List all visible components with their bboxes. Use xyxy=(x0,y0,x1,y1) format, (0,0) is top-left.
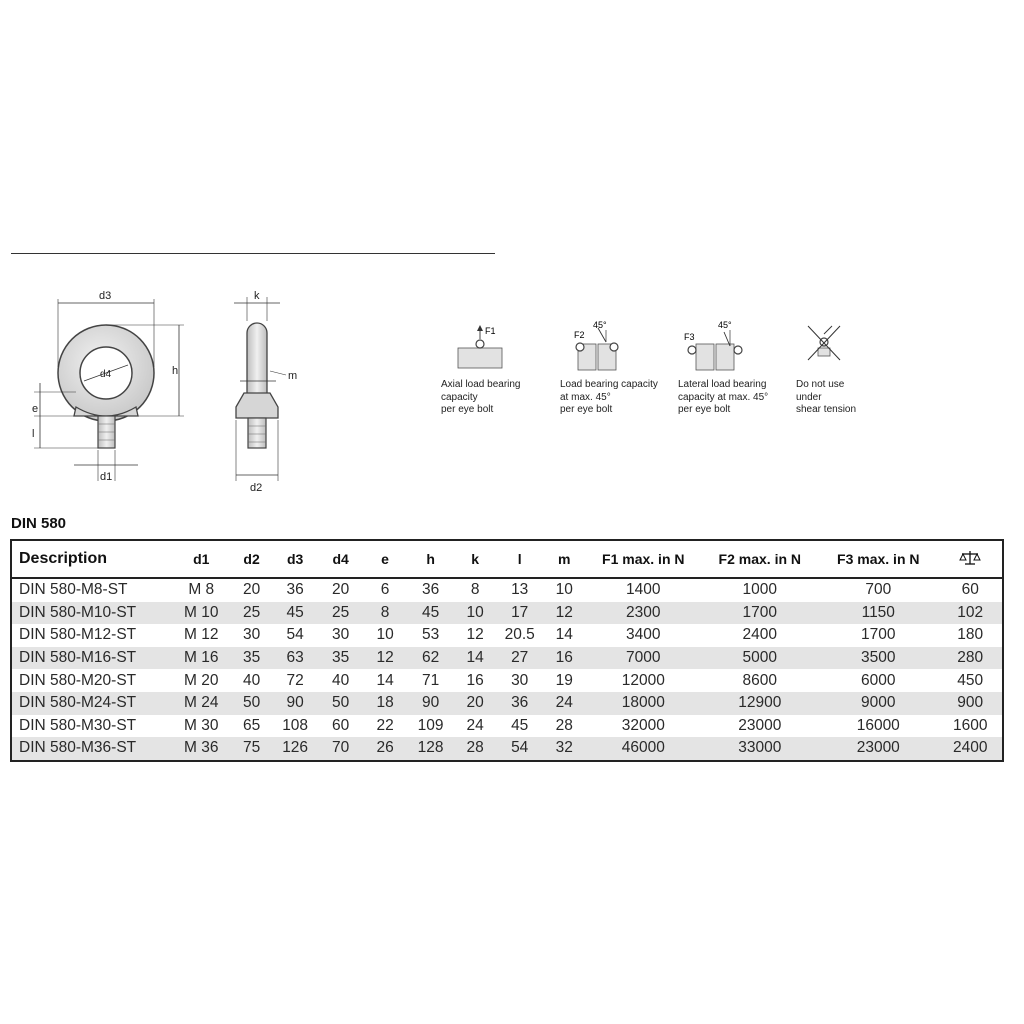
table-cell: 6 xyxy=(380,581,390,599)
table-cell: 1000 xyxy=(742,581,778,599)
table-cell: 75 xyxy=(231,737,273,761)
dim-e-label: e xyxy=(32,403,39,415)
dim-d3-label: d3 xyxy=(99,290,112,302)
col-f3: F3 max. in N xyxy=(818,540,938,578)
lateral-load-icon xyxy=(678,320,788,375)
table-cell: 18000 xyxy=(585,692,702,715)
table-cell: 45 xyxy=(272,602,318,625)
table-cell: 40 xyxy=(332,671,350,689)
col-d3: d3 xyxy=(272,540,318,578)
force-f2-label: F2 xyxy=(574,330,585,340)
table-cell: 13 xyxy=(511,581,529,599)
table-cell: 12900 xyxy=(702,692,819,715)
table-row xyxy=(11,624,1003,647)
col-weight xyxy=(938,540,1003,578)
table-cell: 50 xyxy=(318,692,363,715)
table-cell: M 20 xyxy=(184,671,219,689)
dim-k-label: k xyxy=(254,290,260,302)
table-cell: 90 xyxy=(407,692,455,715)
table-cell: 19 xyxy=(555,671,573,689)
table-cell: 22 xyxy=(376,716,394,734)
table-cell: 14 xyxy=(454,647,496,670)
table-cell: 109 xyxy=(417,716,444,734)
table-row xyxy=(11,737,1003,761)
table-cell: 8 xyxy=(470,581,480,599)
no-shear-caption: Do not use under shear tension xyxy=(796,379,857,415)
table-cell: 2400 xyxy=(742,626,778,644)
table-cell: 8600 xyxy=(742,671,778,689)
table-cell: 72 xyxy=(286,671,304,689)
table-cell: 10 xyxy=(555,581,573,599)
table-cell: 1700 xyxy=(861,626,896,644)
table-cell: 900 xyxy=(938,692,1003,715)
table-cell: 20 xyxy=(454,692,496,715)
table-cell: 53 xyxy=(421,626,440,644)
axial-load-icon xyxy=(441,320,551,375)
dim-d2-label: d2 xyxy=(250,482,263,494)
table-cell: 36 xyxy=(286,581,304,599)
table-cell: 14 xyxy=(555,626,573,644)
weight-scale-icon xyxy=(959,549,981,567)
table-header-row xyxy=(11,540,1003,578)
col-d1: d1 xyxy=(172,540,231,578)
table-cell: 12 xyxy=(544,602,586,625)
table-cell: 450 xyxy=(957,671,984,689)
table-cell: 1150 xyxy=(818,602,938,625)
table-cell: 50 xyxy=(231,692,273,715)
row-description: DIN 580-M36-ST xyxy=(11,737,172,761)
section-title: DIN 580 xyxy=(11,515,67,532)
table-cell: 8 xyxy=(363,602,406,625)
table-cell: 30 xyxy=(242,626,261,644)
row-description: DIN 580-M10-ST xyxy=(11,602,172,625)
table-cell: 25 xyxy=(318,602,363,625)
table-cell: 23000 xyxy=(738,716,782,734)
table-cell: 14 xyxy=(376,671,394,689)
force-f1-label: F1 xyxy=(485,326,496,336)
table-cell: 126 xyxy=(272,737,318,761)
spec-table xyxy=(10,539,1004,762)
table-cell: 36 xyxy=(421,581,440,599)
table-cell: 54 xyxy=(496,737,544,761)
table-cell: M 16 xyxy=(172,647,231,670)
col-description: Description xyxy=(11,540,172,578)
table-cell: M 24 xyxy=(172,692,231,715)
table-cell: 25 xyxy=(231,602,273,625)
table-cell: 54 xyxy=(286,626,304,644)
no-shear-tension-icon xyxy=(796,320,906,375)
table-cell: 1600 xyxy=(953,716,988,734)
table-cell: 12000 xyxy=(621,671,665,689)
table-cell: 1400 xyxy=(626,581,661,599)
table-cell: 27 xyxy=(496,647,544,670)
table-cell: 65 xyxy=(242,716,261,734)
table-cell: 35 xyxy=(231,647,273,670)
row-description: DIN 580-M12-ST xyxy=(19,626,137,644)
table-cell: 9000 xyxy=(818,692,938,715)
table-row xyxy=(11,715,1003,738)
table-cell: 10 xyxy=(454,602,496,625)
table-cell: 45 xyxy=(407,602,455,625)
table-cell: 3500 xyxy=(818,647,938,670)
table-row xyxy=(11,647,1003,670)
table-cell: 28 xyxy=(454,737,496,761)
dim-m-label: m xyxy=(288,370,298,382)
no-shear-icon-group xyxy=(796,320,916,417)
axial-load-icon-group xyxy=(441,320,561,417)
table-cell: 46000 xyxy=(585,737,702,761)
table-cell: 16 xyxy=(466,671,484,689)
table-cell: 20 xyxy=(332,581,350,599)
table-cell: 26 xyxy=(363,737,406,761)
dim-h-label: h xyxy=(172,365,179,377)
angled-load-caption: Load bearing capacity at max. 45° per eye bolt xyxy=(560,379,658,415)
table-body xyxy=(11,578,1003,761)
table-cell: 280 xyxy=(938,647,1003,670)
row-description: DIN 580-M30-ST xyxy=(19,716,137,734)
table-cell: 108 xyxy=(282,716,309,734)
table-cell: 30 xyxy=(511,671,529,689)
lateral-load-caption: Lateral load bearing capacity at max. 45° per eye bolt xyxy=(678,379,769,415)
table-cell: 32 xyxy=(544,737,586,761)
angled-load-icon-group xyxy=(560,320,680,417)
axial-load-caption: Axial load bearing capacity per eye bolt xyxy=(441,379,521,415)
table-cell: 17 xyxy=(496,602,544,625)
table-cell: 71 xyxy=(421,671,440,689)
col-d2: d2 xyxy=(231,540,273,578)
row-description: DIN 580-M20-ST xyxy=(19,671,137,689)
table-cell: 33000 xyxy=(702,737,819,761)
col-f2: F2 max. in N xyxy=(702,540,819,578)
table-cell: 24 xyxy=(544,692,586,715)
table-cell: 128 xyxy=(407,737,455,761)
table-cell: M 36 xyxy=(172,737,231,761)
table-cell: 60 xyxy=(961,581,979,599)
table-cell: 12 xyxy=(466,626,484,644)
table-cell: 18 xyxy=(363,692,406,715)
table-cell: 45 xyxy=(511,716,529,734)
row-description: DIN 580-M24-ST xyxy=(11,692,172,715)
table-cell: 1700 xyxy=(702,602,819,625)
table-cell: 16000 xyxy=(856,716,900,734)
angled-load-icon xyxy=(560,320,670,375)
table-cell: 28 xyxy=(555,716,573,734)
table-cell: 90 xyxy=(272,692,318,715)
table-cell: 63 xyxy=(272,647,318,670)
col-h: h xyxy=(407,540,455,578)
table-row xyxy=(11,578,1003,602)
angle-45-label: 45° xyxy=(593,320,607,330)
table-cell: 2300 xyxy=(585,602,702,625)
table-cell: 12 xyxy=(363,647,406,670)
table-cell: 36 xyxy=(496,692,544,715)
table-cell: 5000 xyxy=(702,647,819,670)
top-divider xyxy=(11,253,495,254)
table-cell: M 30 xyxy=(184,716,219,734)
table-cell: 20 xyxy=(242,581,261,599)
table-cell: 3400 xyxy=(626,626,661,644)
dim-d4-label: d4 xyxy=(100,369,112,380)
table-cell: 60 xyxy=(332,716,350,734)
table-cell: 2400 xyxy=(938,737,1003,761)
lateral-load-icon-group xyxy=(678,320,798,417)
table-row xyxy=(11,669,1003,692)
table-cell: 16 xyxy=(544,647,586,670)
col-e: e xyxy=(363,540,406,578)
eye-bolt-drawing xyxy=(14,285,304,495)
table-cell: 20.5 xyxy=(504,626,535,644)
table-cell: 102 xyxy=(938,602,1003,625)
table-cell: M 10 xyxy=(172,602,231,625)
col-d4: d4 xyxy=(318,540,363,578)
col-m: m xyxy=(544,540,586,578)
table-cell: M 8 xyxy=(188,581,215,599)
dim-l-label: l xyxy=(32,428,35,440)
table-cell: 70 xyxy=(318,737,363,761)
angle-45-label-lateral: 45° xyxy=(718,320,732,330)
table-cell: 23000 xyxy=(818,737,938,761)
table-cell: 180 xyxy=(957,626,984,644)
table-row xyxy=(11,692,1003,715)
table-cell: 10 xyxy=(376,626,394,644)
col-f1: F1 max. in N xyxy=(585,540,702,578)
table-cell: 35 xyxy=(318,647,363,670)
table-row xyxy=(11,602,1003,625)
dim-d1-label: d1 xyxy=(100,471,113,483)
col-l: l xyxy=(496,540,544,578)
row-description: DIN 580-M16-ST xyxy=(11,647,172,670)
table-cell: M 12 xyxy=(184,626,219,644)
table-cell: 7000 xyxy=(585,647,702,670)
table-cell: 30 xyxy=(332,626,350,644)
table-cell: 32000 xyxy=(621,716,665,734)
table-cell: 6000 xyxy=(861,671,896,689)
table-cell: 62 xyxy=(407,647,455,670)
table-cell: 40 xyxy=(242,671,261,689)
table-cell: 24 xyxy=(466,716,484,734)
row-description: DIN 580-M8-ST xyxy=(19,581,128,599)
col-k: k xyxy=(454,540,496,578)
force-f3-label: F3 xyxy=(684,332,695,342)
table-cell: 700 xyxy=(865,581,892,599)
